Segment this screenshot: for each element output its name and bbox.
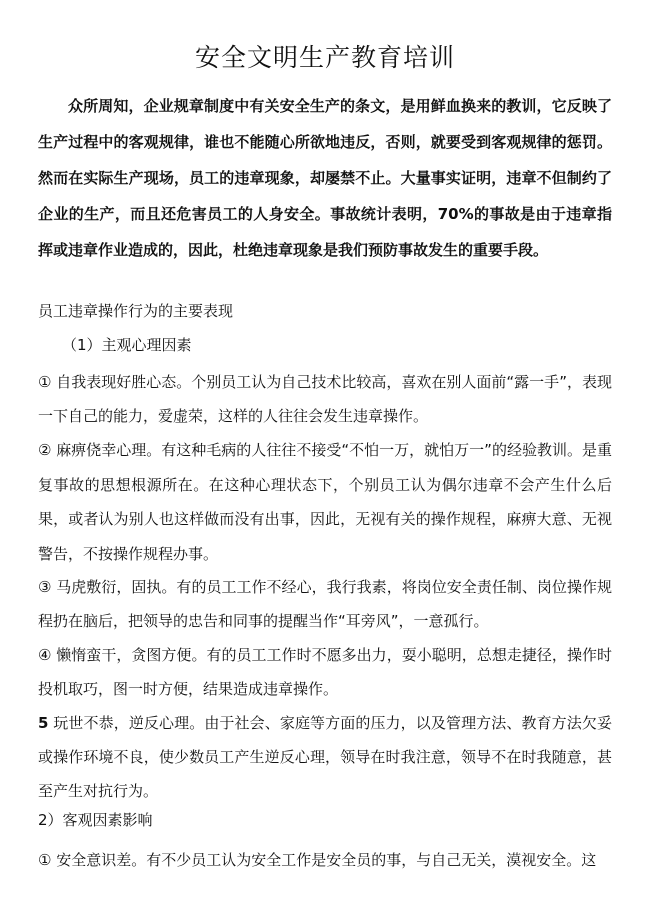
item-text: 马虎敷衍，固执。有的员工工作不经心，我行我素，将岗位安全责任制、岗位操作规程扔在脑后，把领导的忠告和同事的提醒当作“耳旁风”，一意孤行。 — [38, 578, 612, 630]
list-item — [38, 706, 612, 808]
item-marker: ① — [38, 851, 52, 869]
item-marker: ① — [38, 373, 52, 391]
item-text: 麻痹侥幸心理。有这种毛病的人往往不接受“不怕一万，就怕万一”的经验教训。是重复事故的思想根源所在。在这种心理状态下，个别员工认为偶尔违章不会产生什么后果，或者认为别人也这样做而没有出事，因此，无视有关的操作规程，麻痹大意、无视警告，不按操作规程办事。 — [38, 441, 612, 563]
list-item — [38, 365, 612, 433]
list-item — [38, 843, 612, 877]
item-text: 玩世不恭，逆反心理。由于社会、家庭等方面的压力，以及管理方法、教育方法欠妥或操作环境不良，使少数员工产生逆反心理，领导在时我注意，领导不在时我随意，甚至产生对抗行为。 — [38, 714, 612, 800]
intro-paragraph: 众所周知，企业规章制度中有关安全生产的条文，是用鲜血换来的教训，它反映了生产过程中的客观规律，谁也不能随心所欲地违反，否则，就要受到客观规律的惩罚。然而在实际生产现场，员工的违章现象，却屡禁不止。大量事实证明，违章不但制约了企业的生产，而且还危害员工的人身安全。事故统计表明，70%的事故是由于违章指挥或违章作业造成的，因此，杜绝违章现象是我们预防事故发生的重要手段。 — [38, 97, 612, 259]
item-text: 自我表现好胜心态。个别员工认为自己技术比较高，喜欢在别人面前“露一手”，表现一下自己的能力，爱虚荣，这样的人往往会发生违章操作。 — [38, 373, 612, 425]
list-item — [38, 570, 612, 638]
section-heading: 员工违章操作行为的主要表现 — [38, 302, 234, 320]
list-item — [38, 433, 612, 571]
item-marker: ③ — [38, 578, 52, 596]
item-marker: 5 — [38, 714, 49, 732]
item-text: 懒惰蛮干，贪图方便。有的员工工作时不愿多出力，耍小聪明，总想走捷径，操作时投机取巧，图一时方便，结果造成违章操作。 — [38, 646, 612, 698]
subsection-heading-subjective: （1）主观心理因素 — [62, 336, 192, 354]
item-text: 安全意识差。有不少员工认为安全工作是安全员的事，与自己无关，漠视安全。这 — [51, 851, 597, 869]
item-marker: ④ — [38, 646, 52, 664]
list-item — [38, 638, 612, 706]
item-marker: ② — [38, 441, 52, 459]
document-title: 安全文明生产教育培训 — [194, 43, 455, 72]
subsection-heading-objective: 2）客观因素影响 — [38, 811, 153, 829]
